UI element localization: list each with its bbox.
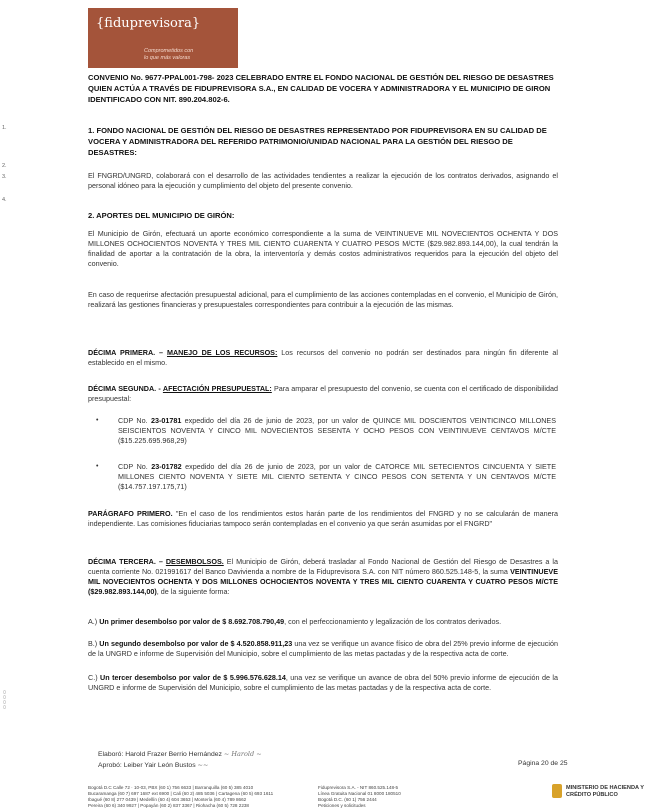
- clause-label: DÉCIMA TERCERA. –: [88, 557, 163, 566]
- ministry-line: CRÉDITO PÚBLICO: [566, 792, 618, 798]
- aprobo-line: [98, 761, 208, 769]
- margin-number: 3.: [2, 174, 7, 180]
- cdp-text: [118, 416, 556, 446]
- clause-text: Los recursos del convenio no podrán ser destinados para ningún fin diferente al establecido en el mismo.: [88, 348, 559, 367]
- colombia-seal-icon: [552, 784, 562, 798]
- desembolso-text: , con el perfeccionamiento y legalización de los contratos derivados.: [284, 617, 502, 626]
- bullet-icon: •: [96, 463, 99, 470]
- desembolso-amount: Un segundo desembolso por valor de $ 4.520.858.911,23: [99, 639, 293, 648]
- elaboro-text: Elaboró: Harold Frazer Berrio Hernández: [98, 751, 222, 758]
- aprobo-text: Aprobó: Leiber Yair León Bustos: [98, 762, 196, 769]
- footer-line: Línea Gratuita Nacional 01 8000 180510: [318, 791, 401, 796]
- clause-text-end: , de la siguiente forma:: [156, 587, 230, 596]
- bullet-icon: •: [96, 417, 99, 424]
- desembolso-amount: Un tercer desembolso por valor de $ 5.996.576.628.14: [100, 673, 286, 682]
- signature-elaboro: ~ Harold ~: [223, 750, 262, 758]
- footer-line: Peticiones y solicitudes: [318, 803, 366, 808]
- cdp-detail: expedido del día 26 de junio de 2023, por un valor de CATORCE MIL SETECIENTOS CINCUENTA Y SIETE MILLONES CIENTO NOVENTA Y SIETE MIL CIENTO SETENTA Y CINCO PESOS CON SETENTA Y UN CENTAVOS M/CTE ($14.757.197.175,71): [118, 462, 556, 491]
- desembolso-letter: C.): [88, 673, 101, 682]
- desembolso-letter: B.): [88, 639, 100, 648]
- vertical-side-note: ▯▯▯▯: [2, 690, 7, 710]
- clause-label: DÉCIMA SEGUNDA. -: [88, 384, 161, 393]
- logo-brand: {fiduprevisora}: [96, 16, 201, 31]
- section-2-body-2: En caso de requerirse afectación presupuestal adicional, para el cumplimiento de las acciones contempladas en el convenio, el Municipio de Girón, realizará las gestiones financieras y presupuestales correspondientes para contribuir a la ejecución de las mismas.: [88, 290, 558, 309]
- desembolso-item: [88, 617, 558, 627]
- margin-number: 4.: [2, 197, 7, 203]
- clause-text: El Municipio de Girón, deberá trasladar al Fondo Nacional de Gestión del Riesgo de Desastres a la cuenta corriente No. 021991617 del Banco Davivienda a nombre de la Fiduprevisora S.A. con NIT número 860.525.148-5, la suma: [88, 557, 558, 576]
- footer-fiduprevisora-info: [318, 785, 498, 809]
- footer-line: Ibagué (60 8) 277 0439 | Medellín (60 4) 604 3653 | Montería (60 4) 789 8662: [88, 797, 247, 802]
- cdp-number: 23-01781: [150, 416, 182, 425]
- footer-line: Bogotá D.C. (60 1) 756 2444: [318, 797, 377, 802]
- ministry-name: [566, 785, 644, 799]
- fiduprevisora-logo: [88, 8, 238, 68]
- logo-tagline-2: lo que más valoras: [144, 55, 191, 61]
- footer-line: Pereira (60 6) 340 9927 | Popayán (60 2) 837 3367 | Riohacha (60 5) 728 2238: [88, 803, 249, 808]
- footer-line: Bogotá D.C Calle 72 · 10-03, PBX (60 1) 756 6633 | Barranquilla (60 5) 385 4010: [88, 785, 254, 790]
- signature-aprobo: ~~: [197, 761, 209, 769]
- margin-number: 1.: [2, 125, 7, 131]
- cdp-detail: expedido del día 26 de junio de 2023, por un valor de QUINCE MIL DOSCIENTOS VEINTICINCO MILLONES SEISCIENTOS NOVENTA Y CINCO MIL NOVECIENTOS SESENTA Y OCHO PESOS CON VEINTINUEVE CENTAVOS M/CTE ($15.225.695.968,29): [118, 416, 556, 445]
- clause-heading: MANEJO DE LOS RECURSOS:: [166, 348, 278, 357]
- clause-label: DÉCIMA PRIMERA. –: [88, 348, 164, 357]
- desembolso-text: , una vez se verifique un avance de obra del 50% previo informe de ejecución de la UNGRD e informe de Supervisión del Municipio, sobre el cumplimiento de las metas pactadas y de la respectiva acta de corte.: [88, 673, 559, 692]
- page-number: Página 20 de 25: [518, 760, 568, 767]
- clause-amount: VEINTINUEVE MIL NOVECIENTOS OCHENTA Y DOS MILLONES OCHOCIENTOS NOVENTA Y TRES MIL CIENTO CUARENTA Y CUATRO PESOS M/CTE ($29.982.893.144,00): [88, 567, 558, 596]
- footer-contacts: [88, 785, 313, 809]
- paragrafo-text: "En el caso de los rendimientos estos harán parte de los rendimientos del FNGRD y no se calcularán de manera independiente. Las comisiones fiduciarias tampoco serán contempladas en el convenio ya que serán asumidas por el FNGRD": [88, 509, 558, 528]
- paragrafo-primero: [88, 509, 558, 529]
- cdp-text: [118, 462, 556, 492]
- footer-line: Bucaramanga (60 7) 697 1687 ext 6900 | Cali (60 2) 485 5036 | Cartagena (60 5) 693 1611: [88, 791, 274, 796]
- desembolso-letter: A.): [88, 617, 100, 626]
- document-title: CONVENIO No. 9677-PPAL001-798- 2023 CELEBRADO ENTRE EL FONDO NACIONAL DE GESTIÓN DEL RIESGO DE DESASTRES QUIEN ACTÚA A TRAVÉS DE FIDUPREVISORA S.A., EN CALIDAD DE VOCERA Y ADMINISTRADORA Y EL MUNICIPIO DE GIRON IDENTIFICADO CON NIT. 890.204.802-6.: [88, 73, 554, 104]
- logo-tagline: [144, 48, 193, 62]
- clause-decima-primera: [88, 348, 558, 368]
- section-2-title: 2. APORTES DEL MUNICIPIO DE GIRÓN:: [88, 211, 235, 220]
- cdp-item: [96, 416, 556, 446]
- paragrafo-label: PARÁGRAFO PRIMERO.: [88, 509, 173, 518]
- cdp-prefix: CDP No.: [118, 462, 152, 471]
- logo-tagline-1: Comprometidos con: [144, 48, 194, 54]
- elaboro-line: [98, 750, 262, 758]
- desembolso-text: una vez se verifique un avance físico de obra del 25% previo informe de ejecución de la UNGRD e informe de Supervisión del Municipio, sobre el cumplimiento de las metas pactadas y de la respectiva acta de corte.: [88, 639, 558, 658]
- clause-heading: DESEMBOLSOS.: [165, 557, 224, 566]
- cdp-number: 23-01782: [151, 462, 182, 471]
- desembolso-amount: Un primer desembolso por valor de $ 8.692.708.790,49: [99, 617, 285, 626]
- clause-text: Para amparar el presupuesto del convenio, se cuenta con el certificado de disponibilidad presupuestal:: [88, 384, 558, 403]
- margin-number: 2.: [2, 163, 7, 169]
- ministry-line: MINISTERIO DE HACIENDA Y: [566, 785, 645, 791]
- section-1-title: 1. FONDO NACIONAL DE GESTIÓN DEL RIESGO DE DESASTRES REPRESENTADO POR FIDUPREVISORA EN SU CALIDAD DE VOCERA Y ADMINISTRADORA DEL REFERIDO PATRIMONIO/UNIDAD NACIONAL PARA LA GESTIÓN DEL RIESGO DE DESASTRES:: [88, 126, 547, 157]
- clause-decima-tercera: [88, 557, 558, 597]
- clause-decima-segunda: [88, 384, 558, 404]
- clause-heading: AFECTACIÓN PRESUPUESTAL:: [162, 384, 272, 393]
- footer-line: Fiduprevisora S.A. - NIT 860.525.148-5: [318, 785, 399, 790]
- section-2-body-1: El Municipio de Girón, efectuará un aporte económico correspondiente a la suma de VEINTINUEVE MIL NOVECIENTOS OCHENTA Y DOS MILLONES OCHOCIENTOS NOVENTA Y TRES MIL CIENTO CUARENTA Y CUATRO PESOS M/CTE ($29.982.893.144,00), la cual tendrán la finalidad de aportar a la contratación de la obra, la interventoría y demás costos administrativos requeridos para la ejecución del objeto del convenio.: [88, 229, 558, 268]
- cdp-prefix: CDP No.: [118, 416, 151, 425]
- desembolso-item: [88, 673, 558, 693]
- section-1-body: El FNGRD/UNGRD, colaborará con el desarrollo de las actividades tendientes a realizar la ejecución de los contratos derivados, asignando el personal idóneo para la ejecución y cumplimiento del objeto del presente convenio.: [88, 171, 558, 190]
- cdp-item: [96, 462, 556, 492]
- desembolso-item: [88, 639, 558, 659]
